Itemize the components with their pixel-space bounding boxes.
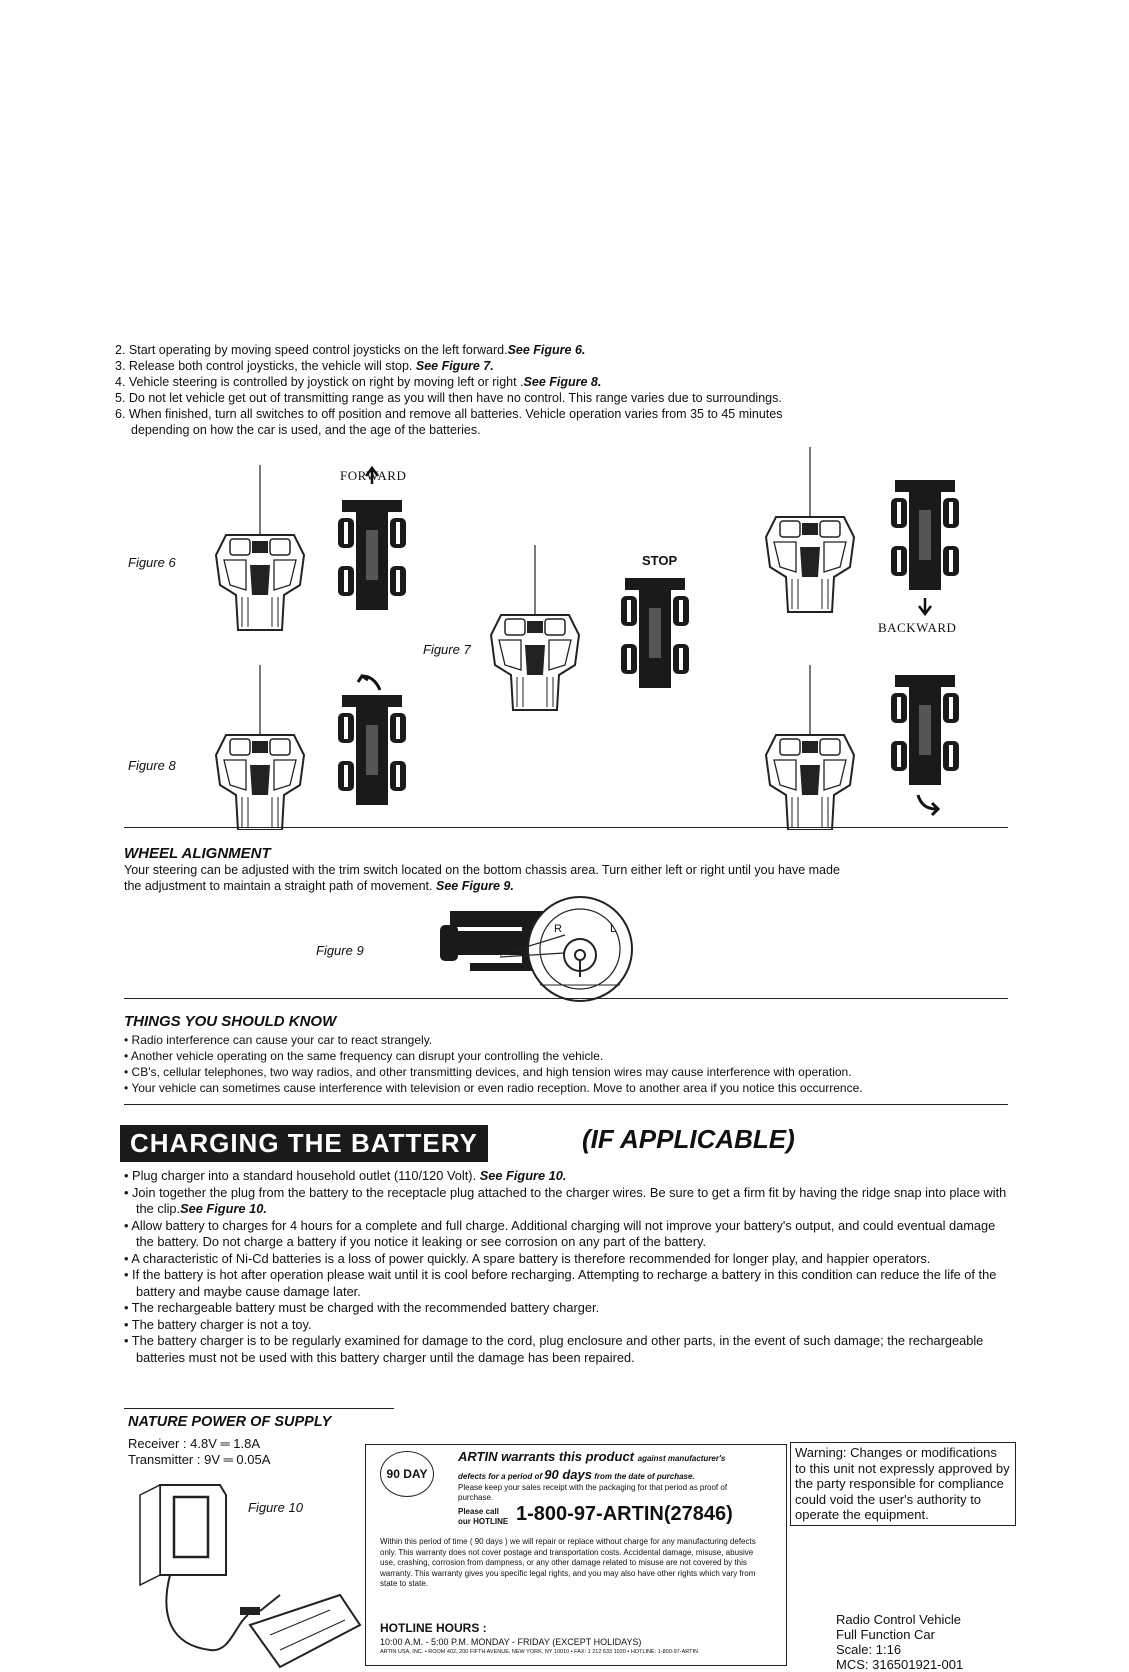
wheel-alignment-title: WHEEL ALIGNMENT (124, 845, 271, 862)
figure-6-label: Figure 6 (128, 555, 176, 570)
trim-r-label: R (554, 923, 562, 935)
step-3: 3. Release both control joysticks, the vehicle will stop. See Figure 7. (115, 359, 494, 373)
charging-list (124, 1168, 1014, 1366)
transmitter-fig8-right (766, 665, 854, 830)
figure-9-trim-illustration (440, 895, 640, 1010)
warranty-period: defects for a period of 90 days from the date of purchase. (458, 1467, 695, 1482)
step-6-cont: depending on how the car is used, and the age of the batteries. (131, 423, 481, 437)
figures-illustration (0, 0, 1129, 830)
wheel-alignment-text: Your steering can be adjusted with the trim switch located on the bottom chassis area. Turn either left or right until you have made the adjustment to maintain a straight path of movement. See Figure 9. (124, 863, 840, 893)
model-info: Radio Control Vehicle Full Function Car Scale: 1:16 MCS: 316501921-001 (836, 1612, 964, 1672)
charging-item: • The battery charger is not a toy. (124, 1316, 312, 1332)
step-2: 2. Start operating by moving speed control joysticks on the left forward.See Figure 6. (115, 343, 586, 357)
step-5: 5. Do not let vehicle get out of transmitting range as you will then have no control. This range varies due to surroundings. (115, 391, 782, 405)
figure-7-label: Figure 7 (423, 642, 471, 657)
warranty-body: Within this period of time ( 90 days ) we will repair or replace without charge for any manufacturing defects only. This warranty does not cover postage and transportation costs. Accidental damage, misuse, abusive use, crashing, corrosion from dampness, or any other damage related to misuse are not covered by this warranty. This warranty gives you specific legal rights, and you may also have other rights which vary from state to state. (380, 1537, 756, 1588)
charging-item: • Plug charger into a standard household outlet (110/120 Volt). See Figure 10. (124, 1168, 567, 1183)
car-fig7 (621, 578, 689, 688)
charging-item: • Join together the plug from the battery to the receptacle plug attached to the charger wires. Be sure to get a firm fit by having the ridge snap into place with the clip.See Figure 10. (124, 1184, 1007, 1216)
charging-item: • A characteristic of Ni-Cd batteries is a loss of power quickly. A spare battery is therefore recommended for longer play, and happier operators. (124, 1250, 931, 1266)
car-fig8-left (338, 695, 406, 805)
warranty-keep: Please keep your sales receipt with the packaging for that period as proof of purchase. (458, 1483, 728, 1502)
stop-label: STOP (642, 553, 678, 568)
supply-title: NATURE POWER OF SUPPLY (128, 1414, 332, 1430)
figure-10-charger-illustration (130, 1475, 365, 1672)
step-4: 4. Vehicle steering is controlled by joystick on right by moving left or right .See Figure 8. (115, 375, 602, 389)
divider-3 (124, 1104, 1008, 1105)
transmitter-fig8-left (216, 665, 304, 830)
things-title: THINGS YOU SHOULD KNOW (124, 1013, 337, 1030)
figure-10-label: Figure 10 (248, 1500, 303, 1515)
transmitter-fig7 (491, 545, 579, 710)
backward-arrow-icon (919, 598, 931, 614)
charging-item: • The rechargeable battery must be charged with the recommended battery charger. (124, 1300, 600, 1315)
car-fig6-backward (891, 480, 959, 590)
forward-label: FORWARD (340, 468, 407, 483)
charging-item: • Allow battery to charges for 4 hours for a complete and full charge. Additional charging will not improve your battery's output, and could eventual damage the battery. Do not charge a battery if you notice it leaking or see corrosion on any part of the battery. (124, 1217, 996, 1249)
supply-values: Receiver : 4.8V ═ 1.8A Transmitter : 9V ═ 0.05A (128, 1436, 271, 1467)
turn-left-arrow-icon (358, 676, 380, 690)
warranty-hours-title: HOTLINE HOURS : (380, 1621, 487, 1635)
turn-right-arrow-icon (918, 795, 938, 815)
things-item: • Radio interference can cause your car to react strangely. (124, 1033, 433, 1047)
divider-2 (124, 998, 1008, 999)
supply-rule (124, 1408, 394, 1409)
things-item: • CB's, cellular telephones, two way radios, and other transmitting devices, and high tension wires may cause interference with operation. (124, 1065, 852, 1079)
things-item: • Another vehicle operating on the same frequency can disrupt your controlling the vehicle. (124, 1049, 604, 1063)
backward-label: BACKWARD (878, 620, 957, 635)
charging-item: • If the battery is hot after operation please wait until it is cool before recharging. Attempting to recharge a battery in this condition can reduce the life of the battery and maybe cause damage later. (124, 1267, 997, 1299)
charging-item: • The battery charger is to be regularly examined for damage to the cord, plug enclosure and other parts, in the event of such damage; the rechargeable batteries must not be used with this battery charger until the damage has been repaired. (124, 1333, 984, 1365)
charging-banner: CHARGING THE BATTERY (120, 1125, 488, 1162)
warranty-please-call: Please call our HOTLINE (458, 1507, 509, 1526)
step-6: 6. When finished, turn all switches to off position and remove all batteries. Vehicle operation varies from 35 to 45 minutes (115, 407, 783, 421)
figure-9-label: Figure 9 (316, 943, 364, 958)
things-list (124, 1032, 863, 1096)
warranty-address: ARTIN USA, INC. • ROOM 402, 200 FIFTH AVENUE, NEW YORK, NY 10010 • FAX: 1 212 633 1020 • HOTLINE: 1-800-97-ARTIN (380, 1649, 698, 1655)
warranty-headline: ARTIN warrants this product against manufacturer's (458, 1449, 726, 1464)
car-fig8-right (891, 675, 959, 785)
charging-subtitle: (IF APPLICABLE) (582, 1124, 795, 1154)
figure-8-label: Figure 8 (128, 758, 176, 773)
things-item: • Your vehicle can sometimes cause interference with television or even radio reception. Move to another area if you notice this occurrence. (124, 1081, 863, 1095)
car-fig6 (338, 500, 406, 610)
transmitter-fig6 (216, 465, 304, 630)
warranty-hotline: 1-800-97-ARTIN(27846) (516, 1503, 733, 1525)
warranty-badge: 90 DAY (380, 1451, 434, 1497)
warranty-box (365, 1444, 787, 1666)
transmitter-fig6-backward (766, 447, 854, 612)
trim-l-label: L (610, 923, 617, 935)
warranty-hours: 10:00 A.M. - 5:00 P.M. MONDAY - FRIDAY (EXCEPT HOLIDAYS) (380, 1637, 642, 1647)
divider-1 (124, 827, 1008, 828)
fcc-warning-box: Warning: Changes or modifications to this unit not expressly approved by the party responsible for compliance could void the user's authority to operate the equipment. (790, 1442, 1016, 1526)
